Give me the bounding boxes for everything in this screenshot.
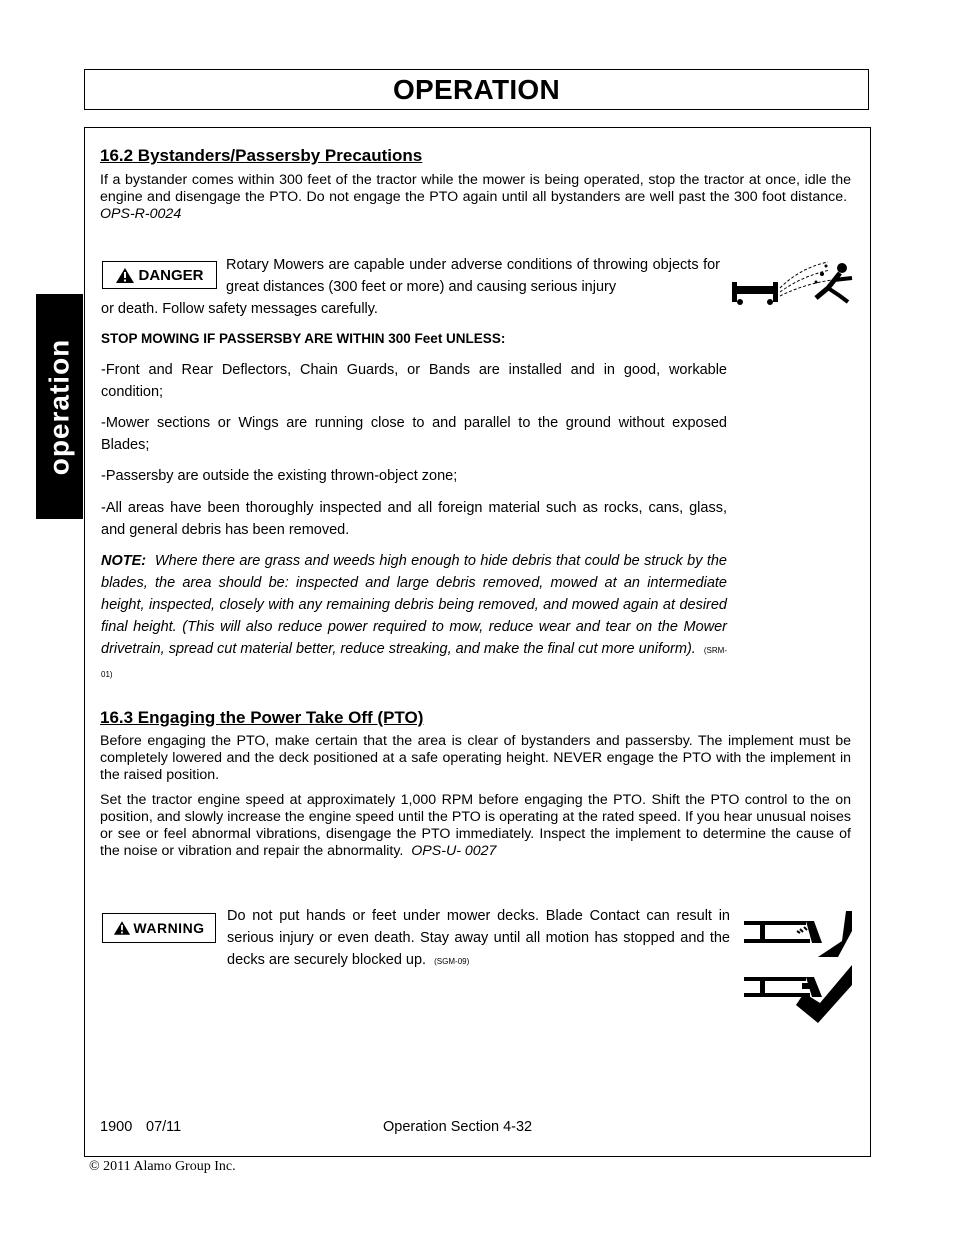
side-tab-label: operation xyxy=(43,338,75,475)
stop-mowing-heading: STOP MOWING IF PASSERSBY ARE WITHIN 300 Feet UNLESS: xyxy=(101,331,506,346)
warning-text: Do not put hands or feet under mower decks. Blade Contact can result in serious injury or even death. Stay away until all motion has stopped and the decks are securely blocked up. xyxy=(227,908,730,968)
section-16-3-para1: Before engaging the PTO, make certain that the area is clear of bystanders and passersby. The implement must be completely lowered and the deck positioned at a safe operating height. NEVER engage the PTO with the implement in the raised position. xyxy=(100,733,851,783)
side-tab xyxy=(36,294,83,519)
footer-model: 1900 xyxy=(100,1119,133,1135)
danger-label: DANGER xyxy=(138,266,204,284)
thrown-object-illustration xyxy=(730,258,858,310)
note-text: Where there are grass and weeds high enough to hide debris that could be struck by the blades, the area should be: inspected and large debris removed, mowed at an intermediate height, inspected, closely with any remaining debris being removed, and mowed again at desired final height. (This will also reduce power required to mow, reduce wear and tear on the Mower drivetrain, spread cut material better, reduce streaking, and make the final cut more uniform). xyxy=(101,553,727,657)
hand-foot-deck-illustration xyxy=(742,911,854,1025)
page-title: OPERATION xyxy=(392,73,561,105)
section-16-2-ref: OPS-R-0024 xyxy=(100,206,182,222)
section-16-3-para2-ref: OPS-U- 0027 xyxy=(411,843,497,859)
warning-triangle-icon xyxy=(115,267,135,284)
danger-text-b: or death. Follow safety messages carefully. xyxy=(101,301,378,317)
page-header xyxy=(84,69,869,110)
danger-text-a: Rotary Mowers are capable under adverse conditions of throwing objects for great distances (300 feet or more) and causing serious injury xyxy=(226,257,720,295)
section-16-2-body-text: If a bystander comes within 300 feet of the tractor while the mower is being operated, stop the tractor at once, idle the engine and disengage the PTO. Do not engage the PTO again until all bystanders are well past the 300 foot distance. xyxy=(100,172,851,205)
section-16-2-heading: 16.2 Bystanders/Passersby Precautions xyxy=(100,146,423,165)
bullet-1: -Front and Rear Deflectors, Chain Guards, or Bands are installed and in good, workable condition; xyxy=(101,362,727,400)
footer-page: Operation Section 4-32 xyxy=(383,1119,533,1135)
footer-date: 07/11 xyxy=(146,1119,182,1135)
note-paragraph xyxy=(101,550,727,686)
section-16-3-para2 xyxy=(100,792,851,860)
warning-ref: (SGM-09) xyxy=(434,957,470,966)
warning-text-block xyxy=(227,905,730,973)
section-16-3-para2-text: Set the tractor engine speed at approximately 1,000 RPM before engaging the PTO. Shift the PTO control to the on position, and slowly increase the engine speed until the PTO is operating at the rated speed. If you hear unusual noises or see or feel abnormal vibrations, disengage the PTO immediately. Inspect the implement to determine the cause of the noise or vibration and repair the abnormality. xyxy=(100,792,851,859)
danger-sign xyxy=(102,261,217,289)
bullet-4: -All areas have been thoroughly inspected and all foreign material such as rocks, cans, glass, and general debris has been removed. xyxy=(101,500,727,538)
section-16-2-body xyxy=(100,172,851,223)
note-label: NOTE: xyxy=(101,553,147,569)
warning-triangle-icon xyxy=(113,920,131,936)
copyright: © 2011 Alamo Group Inc. xyxy=(89,1159,236,1174)
bullet-2: -Mower sections or Wings are running close to and parallel to the ground without exposed Blades; xyxy=(101,415,727,453)
warning-sign xyxy=(102,913,216,943)
section-16-3-heading: 16.3 Engaging the Power Take Off (PTO) xyxy=(100,708,424,727)
note-ref: (SRM-01) xyxy=(101,646,727,679)
bullet-3: -Passersby are outside the existing thrown-object zone; xyxy=(101,468,458,484)
warning-label: WARNING xyxy=(133,920,205,936)
